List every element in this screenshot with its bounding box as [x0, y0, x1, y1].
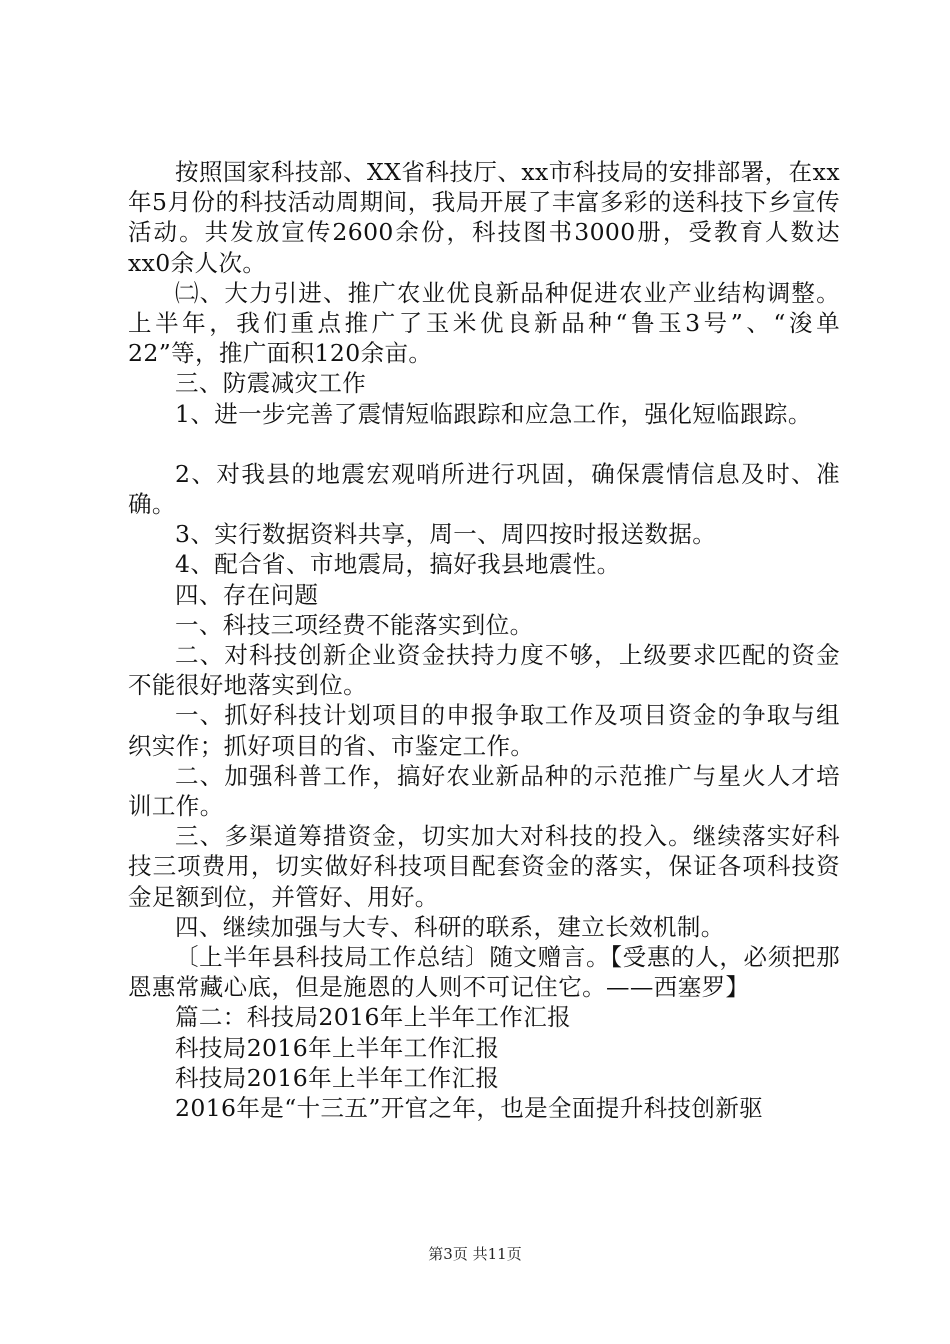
article-title: 篇二：科技局2016年上半年工作汇报	[175, 1003, 572, 1032]
section-heading: 三、防震减灾工作	[175, 369, 367, 398]
paragraph: 2、对我县的地震宏观哨所进行巩固，确保震情信息及时、准确。	[128, 459, 840, 519]
article-subtitle: 科技局2016年上半年工作汇报	[175, 1063, 500, 1092]
paragraph: 〔上半年县科技局工作总结〕随文赠言。【受惠的人，必须把那恩惠常藏心底，但是施恩的人则不可记住它。——西塞罗】	[128, 943, 840, 1002]
section-heading: 四、存在问题	[175, 580, 319, 609]
article-subtitle: 科技局2016年上半年工作汇报	[175, 1033, 500, 1062]
paragraph: ㈡、大力引进、推广农业优良新品种促进农业产业结构调整。上半年，我们重点推广了玉米优良新品种“鲁玉3号”、“浚单22”等，推广面积120余亩。	[128, 278, 840, 368]
paragraph: 一、科技三项经费不能落实到位。	[175, 610, 534, 639]
paragraph: 3、实行数据资料共享，周一、周四按时报送数据。	[175, 520, 717, 549]
page-number-footer: 第3页 共11页	[428, 1245, 522, 1263]
paragraph: 按照国家科技部、XX省科技厅、xx市科技局的安排部署，在xx年5月份的科技活动周期间，我局开展了丰富多彩的送科技下乡宣传活动。共发放宣传2600余份，科技图书3000册，受教育人数达xx0余人次。	[128, 158, 840, 277]
paragraph: 1、进一步完善了震情短临跟踪和应急工作，强化短临跟踪。	[175, 399, 812, 428]
paragraph: 四、继续加强与大专、科研的联系，建立长效机制。	[175, 912, 725, 941]
paragraph: 一、抓好科技计划项目的申报争取工作及项目资金的争取与组织实作；抓好项目的省、市鉴定工作。	[128, 701, 840, 760]
paragraph: 二、对科技创新企业资金扶持力度不够，上级要求匹配的资金不能很好地落实到位。	[128, 641, 840, 700]
paragraph: 2016年是“十三五”开官之年，也是全面提升科技创新驱	[175, 1094, 764, 1123]
paragraph: 4、配合省、市地震局，搞好我县地震性。	[175, 550, 621, 579]
paragraph: 二、加强科普工作，搞好农业新品种的示范推广与星火人才培训工作。	[128, 761, 840, 821]
document-body	[128, 157, 840, 1123]
paragraph: 三、多渠道筹措资金，切实加大对科技的投入。继续落实好科技三项费用，切实做好科技项目配套资金的落实，保证各项科技资金足额到位，并管好、用好。	[128, 822, 840, 911]
